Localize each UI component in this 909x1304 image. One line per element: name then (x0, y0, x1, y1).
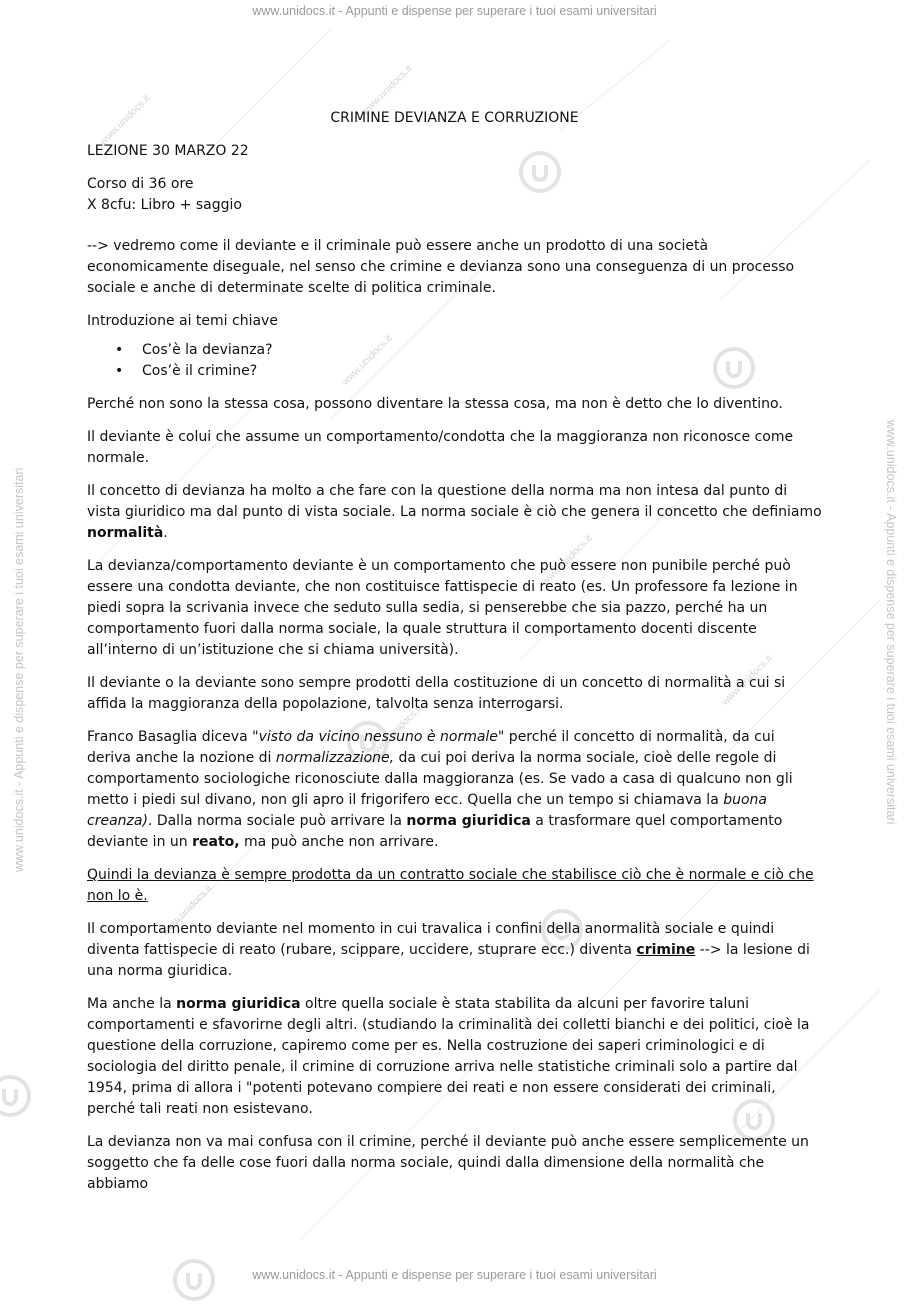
paragraph-last: La devianza non va mai confusa con il crimine, perché il deviante può anche essere semplicemente un soggetto che fa delle cose fuori dalla norma sociale, quindi dalla dimensione della normalità che abbiamo (87, 1134, 809, 1192)
themes-list (87, 340, 822, 382)
course-info (87, 174, 822, 216)
watermark-diagonal-text: www.unidocs.it (720, 653, 775, 708)
unidocs-logo-icon (0, 1072, 34, 1120)
watermark-diagonal-text: www.unidocs.it (540, 533, 595, 588)
bold-term: crimine (636, 942, 696, 958)
bold-term: norma giuridica (176, 996, 301, 1012)
quote-italic: visto da vicino nessuno è normale (258, 729, 498, 745)
paragraph-basaglia: Franco Basaglia diceva "visto da vicino nessuno è normale" perché il concetto di normalità, da cui deriva anche la nozione di normalizzazione, da cui poi deriva la norma sociale, cioè delle regole di comportamento sociologiche riconosciute dalla maggioranza (es. Se vado a casa di qualcuno non gli metto i piedi sul divano, non gli apro il frigorifero ecc. Quella che un tempo si chiamava la buona creanza). Dalla norma sociale può arrivare la norma giuridica a trasformare quel comportamento deviante in un reato, ma può anche non arrivare. (87, 729, 793, 850)
intro-paragraph: --> vedremo come il deviante e il criminale può essere anche un prodotto di una società economicamente diseguale, nel senso che crimine e devianza sono una conseguenza di un processo sociale e anche di determinate scelte di politica criminale. (87, 238, 795, 296)
watermark-diagonal-text: www.unidocs.it (98, 93, 153, 148)
watermark-diagonal-text: www.unidocs.it (160, 883, 215, 938)
bold-term: normalità (87, 525, 164, 541)
paragraph-difference: Perché non sono la stessa cosa, possono diventare la stessa cosa, ma non è detto che lo diventino. (87, 396, 783, 412)
bold-term: reato, (192, 834, 240, 850)
watermark-diagonal-text: www.unidocs.it (370, 703, 425, 758)
course-credits: X 8cfu: Libro + saggio (87, 197, 242, 213)
paragraph-social-contract: Quindi la devianza è sempre prodotta da un contratto sociale che stabilisce ciò che è normale e ciò che non lo è. (87, 867, 814, 904)
watermark-right-margin: www.unidocs.it - Appunti e dispense per superare i tuoi esami universitari (884, 420, 898, 825)
italic-term: buona creanza) (87, 792, 768, 829)
watermark-left-margin: www.unidocs.it - Appunti e dispense per superare i tuoi esami universitari (12, 467, 26, 872)
lesson-date: LEZIONE 30 MARZO 22 (87, 143, 249, 159)
paragraph-products: Il deviante o la deviante sono sempre prodotti della costituzione di un concetto di normalità a cui si affida la maggioranza della popolazione, talvolta senza interrogarsi. (87, 675, 786, 712)
paragraph-legal-norm: Ma anche la norma giuridica oltre quella sociale è stata stabilita da alcuni per favorire taluni comportamenti e sfavorirne degli altri. (studiando la criminalità dei colletti bianchi e dei politici, cioè la questione della corruzione, capiremo come per es. Nella costruzione dei saperi criminologici e di sociologia del diritto penale, il crimine di corruzione arriva nelle statistiche criminali solo a partire dal 1954, prima di allora i "potenti potevano compiere dei reati e non essere considerati dei criminali, perché tali reati non esistevano. (87, 996, 810, 1117)
watermark-diagonal-text: www.unidocs.it (340, 333, 395, 388)
bold-term: norma giuridica (406, 813, 531, 829)
list-item: • Cos’è il crimine? (142, 361, 822, 382)
watermark-footer: www.unidocs.it - Appunti e dispense per superare i tuoi esami universitari (252, 1268, 657, 1282)
course-hours: Corso di 36 ore (87, 176, 194, 192)
paragraph-norm: Il concetto di devianza ha molto a che fare con la questione della norma ma non intesa dal punto di vista giuridico ma dal punto di vista sociale. La norma sociale è ciò che genera il concetto che definiamo normalità. (87, 483, 822, 541)
themes-heading: Introduzione ai temi chiave (87, 313, 278, 329)
list-item: • Cos’è la devianza? (142, 340, 822, 361)
paragraph-deviant: Il deviante è colui che assume un comportamento/condotta che la maggioranza non riconosce come normale. (87, 429, 794, 466)
paragraph-behavior: La devianza/comportamento deviante è un comportamento che può essere non punibile perché può essere una condotta deviante, che non costituisce fattispecie di reato (es. Un professore fa lezione in piedi sopra la scrivania invece che seduto sulla sedia, si penserebbe che sia pazzo, perché ha un comportamento fuori dalla norma sociale, la quale struttura il comportamento docenti discente all’interno di un’istituzione che si chiama università). (87, 558, 798, 658)
paragraph-crime: Il comportamento deviante nel momento in cui travalica i confini della anormalità sociale e quindi diventa fattispecie di reato (rubare, scippare, uccidere, stuprare ecc.) diventa crimine --> la lesione di una norma giuridica. (87, 921, 810, 979)
italic-term: normalizzazione, (275, 750, 395, 766)
document-title: CRIMINE DEVIANZA E CORRUZIONE (330, 110, 579, 126)
watermark-header: www.unidocs.it - Appunti e dispense per superare i tuoi esami universitari (252, 4, 657, 18)
watermark-diagonal-text: www.unidocs.it (360, 63, 415, 118)
document-body (87, 108, 822, 1207)
